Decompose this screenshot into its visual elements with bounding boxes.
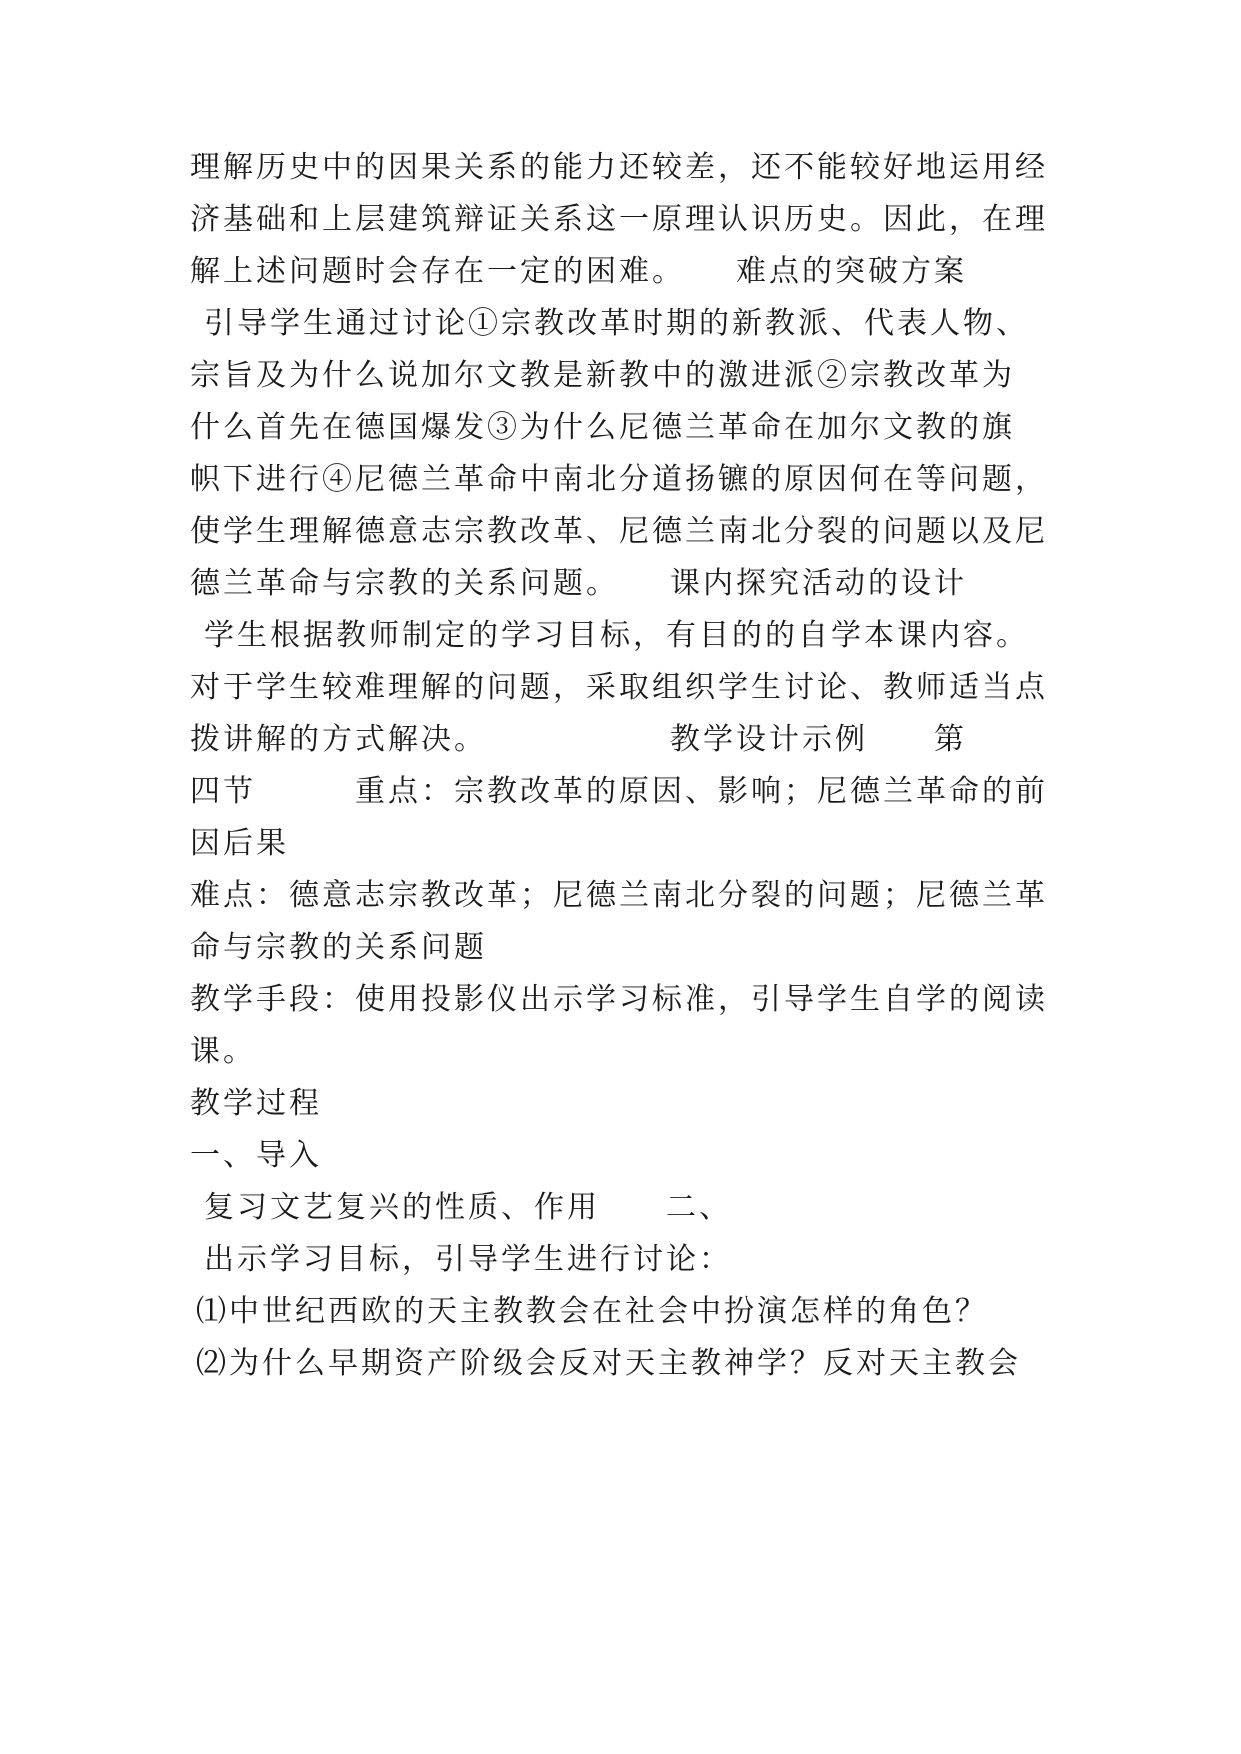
text-line: 拨讲解的方式解决。 教学设计示例 第 [190,722,967,757]
text-line: 使学生理解德意志宗教改革、尼德兰南北分裂的问题以及尼 [190,514,1048,549]
text-line: 德兰革命与宗教的关系问题。 课内探究活动的设计 [190,566,967,601]
text-line: 帜下进行④尼德兰革命中南北分道扬镳的原因何在等问题， [190,462,1048,497]
text-line: 课。 [190,1034,256,1069]
text-line: 对于学生较难理解的问题，采取组织学生讨论、教师适当点 [190,670,1048,705]
text-line: 学生根据教师制定的学习目标，有目的的自学本课内容。 [204,618,1029,653]
list-item: ⑵为什么早期资产阶级会反对天主教神学？反对天主教会 [196,1346,1021,1381]
text-line: 难点：德意志宗教改革；尼德兰南北分裂的问题；尼德兰革 [190,878,1048,913]
section-heading: 一、导入 [190,1138,322,1173]
text-line: 引导学生通过讨论①宗教改革时期的新教派、代表人物、 [204,306,1029,341]
text-line: 教学手段：使用投影仪出示学习标准，引导学生自学的阅读 [190,982,1048,1017]
text-line: 出示学习目标，引导学生进行讨论： [204,1242,732,1277]
list-item: ⑴中世纪西欧的天主教教会在社会中扮演怎样的角色？ [196,1294,988,1329]
text-line: 因后果 [190,826,289,861]
text-line: 复习文艺复兴的性质、作用 二、 [204,1190,732,1225]
text-line: 解上述问题时会存在一定的困难。 难点的突破方案 [190,254,967,289]
text-line: 什么首先在德国爆发③为什么尼德兰革命在加尔文教的旗 [190,410,1015,445]
text-line: 四节 重点：宗教改革的原因、影响；尼德兰革命的前 [190,774,1048,809]
text-line: 济基础和上层建筑辩证关系这一原理认识历史。因此，在理 [190,202,1048,237]
text-line: 宗旨及为什么说加尔文教是新教中的激进派②宗教改革为 [190,358,1015,393]
section-heading: 教学过程 [190,1086,322,1121]
text-line: 理解历史中的因果关系的能力还较差，还不能较好地运用经 [190,150,1048,185]
text-line: 命与宗教的关系问题 [190,930,487,965]
